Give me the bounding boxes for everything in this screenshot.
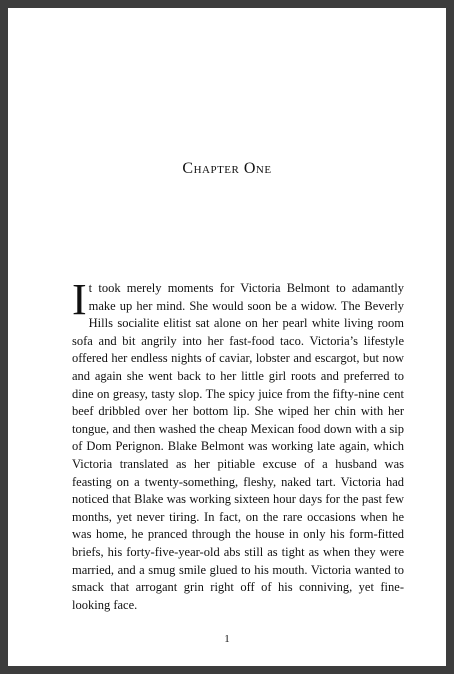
chapter-body (72, 275, 404, 614)
page-number: 1 (224, 633, 230, 645)
drop-cap: I (72, 275, 87, 324)
body-paragraph: t took merely moments for Victoria Belmont to adamantly make up her mind. She would soon be a widow. The Beverly Hills socialite elitist sat alone on her pearl white living room sofa and bit angrily into her fast-food taco. Victoria’s lifestyle offered her endless nights of caviar, lobster and escargot, but now and again she went back to her little girl roots and preferred to dine on greasy, tasty slop. The spicy juice from the fifty-nine cent beef dribbled over her bottom lip. She wiped her chin with her tongue, and then washed the cheap Mexican food down with a sip of Dom Perignon. Blake Belmont was working late again, which Victoria translated as her pitiable excuse of a husband was feasting on a twenty-something, fleshy, naked tart. Victoria had noticed that Blake was working sixteen hour days for the past few months, yet never tiring. In fact, on the rare occasions when he was home, he pranced through the house in only his form-fitted briefs, his forty-five-year-old abs still as tight as when they were married, and a smug smile glued to his mouth. Victoria wanted to smack that arrogant grin right off of his conniving, yet fine-looking face. (72, 281, 404, 612)
chapter-title: Chapter One (182, 160, 272, 177)
book-page (8, 8, 446, 666)
